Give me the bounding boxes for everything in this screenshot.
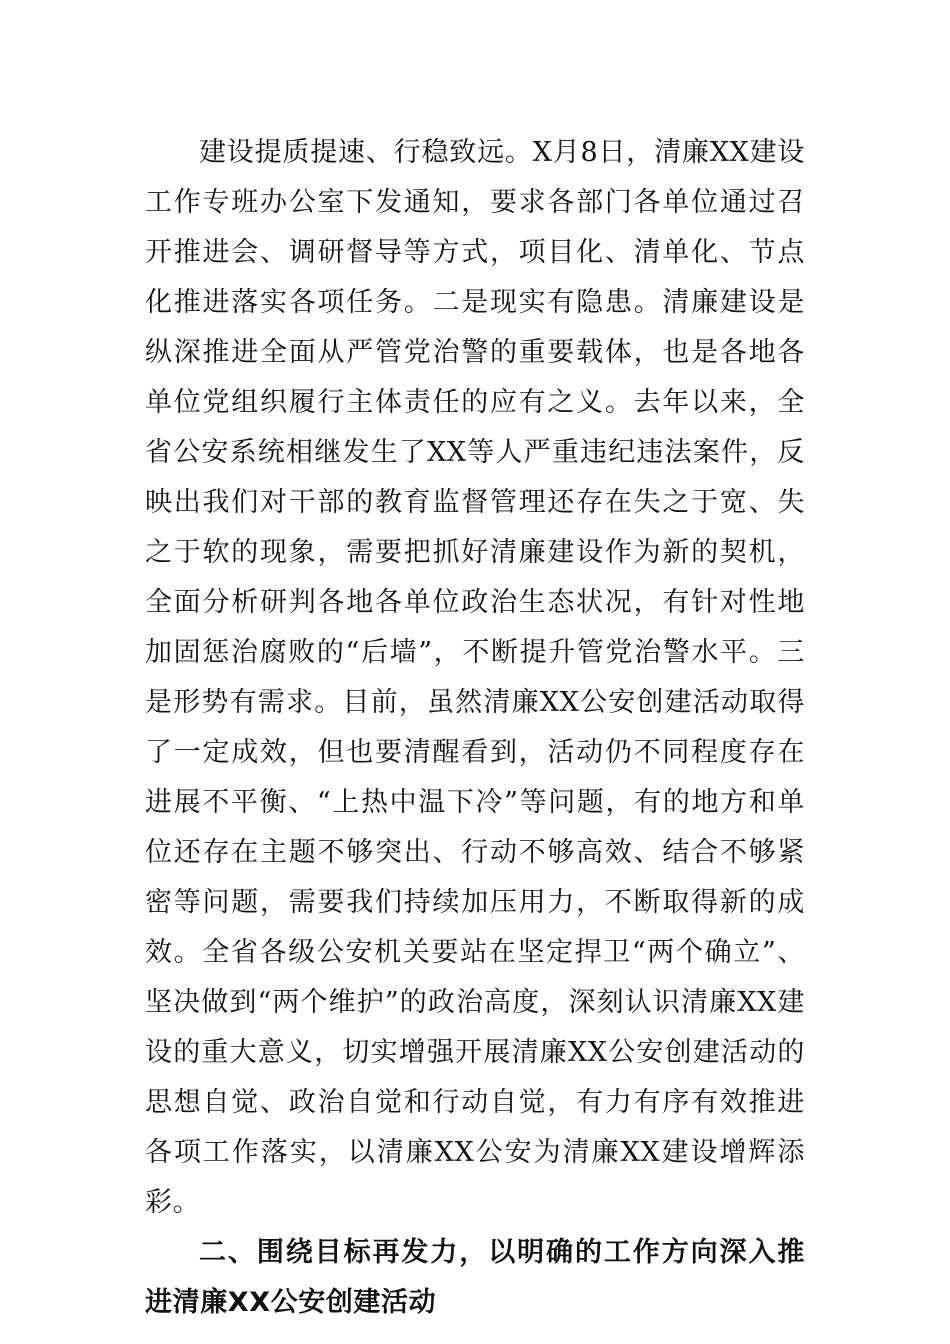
body-paragraph: 建设提质提速、行稳致远。X月8日，清廉XX建设工作专班办公室下发通知，要求各部门各单位通过召开推进会、调研督导等方式，项目化、清单化、节点化推进落实各项任务。二是现实有隐患。清廉建设是纵深推进全面从严管党治警的重要载体，也是各地各单位党组织履行主体责任的应有之义。去年以来，全省公安系统相继发生了XX等人严重违纪违法案件，反映出我们对干部的教育监督管理还存在失之于宽、失之于软的现象，需要把抓好清廉建设作为新的契机，全面分析研判各地各单位政治生态状况，有针对性地加固惩治腐败的“后墙”，不断提升管党治警水平。三是形势有需求。目前，虽然清廉XX公安创建活动取得了一定成效，但也要清醒看到，活动仍不同程度存在进展不平衡、“上热中温下冷”等问题，有的地方和单位还存在主题不够突出、行动不够高效、结合不够紧密等问题，需要我们持续加压用力，不断取得新的成效。全省各级公安机关要站在坚定捍卫“两个确立”、坚决做到“两个维护”的政治高度，深刻认识清廉XX建设的重大意义，切实增强开展清廉XX公安创建活动的思想自觉、政治自觉和行动自觉，有力有序有效推进各项工作落实，以清廉XX公安为清廉XX建设增辉添彩。 — [145, 137, 805, 1218]
section-heading: 二、围绕目标再发力，以明确的工作方向深入推进清廉XX公安创建活动 — [145, 1237, 805, 1318]
document-body — [145, 128, 805, 1328]
